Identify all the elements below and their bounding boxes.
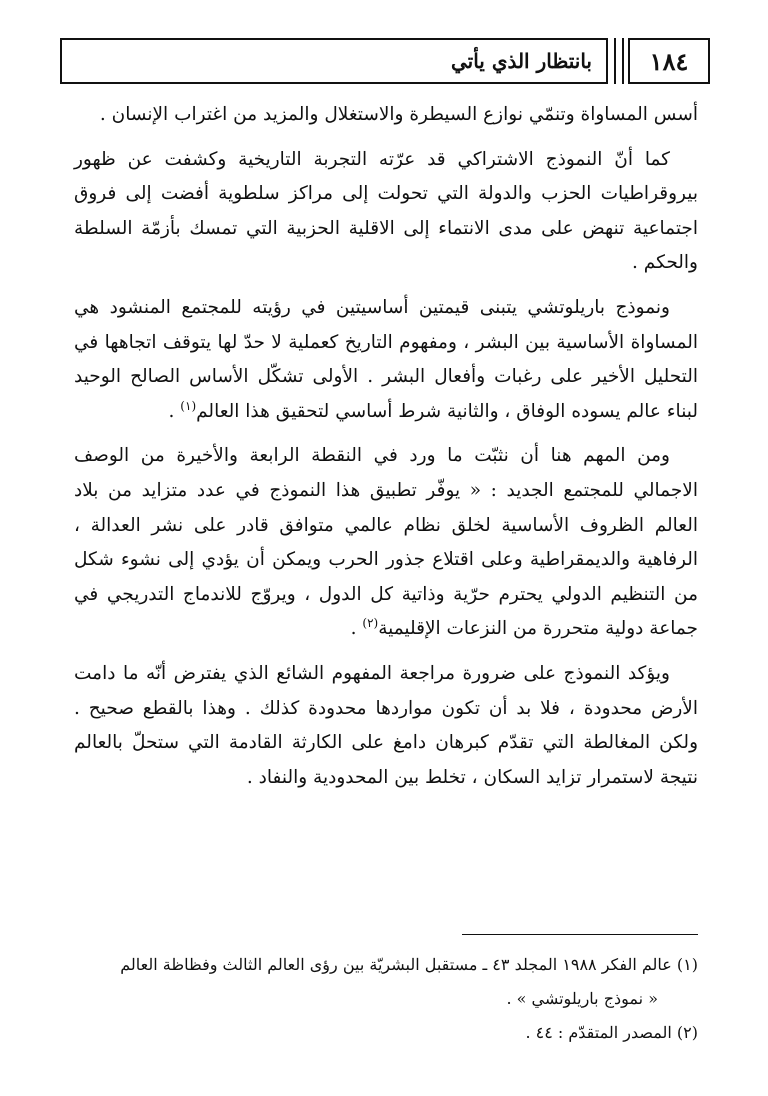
header-divider [622,38,624,84]
header-divider [614,38,616,84]
footnote-2: (٢) المصدر المتقدّم : ٤٤ . [525,1023,698,1042]
paragraph-text: ومن المهم هنا أن نثبّت ما ورد في النقطة الرابعة والأخيرة من الوصف الاجمالي للمجتمع الجديد : « يوفّر تطبيق هذا النموذج في عدد متزايد من بلاد العالم الظروف الأساسية لخلق نظام عالمي متوافق قادر على نشر العدالة ، الرفاهية والديمقراطية وعلى اقتلاع جذور الحرب ويمكن أن يؤدي إلى نشوء شكل من التنظيم الدولي يحترم حرّية وذاتية كل الدول ، ويروّج للاندماج التدريجي في جماعة دولية متحررة من النزعات الإقليمية [74,445,698,640]
footnote-ref[interactable]: (١) [180,398,197,413]
main-text [74,98,698,805]
paragraph [74,98,698,133]
footnote-ref[interactable]: (٢) [362,616,379,631]
paragraph-text: ونموذج باريلوتشي يتبنى قيمتين أساسيتين في رؤيته للمجتمع المنشود هي المساواة الأساسية بين البشر ، ومفهوم التاريخ كعملية لا حدّ لها يتوقف اتجاهها في التحليل الأخير على رغبات وأفعال البشر . الأولى تشكّل الأساس الصالح الوحيد لبناء عالم يسوده الوفاق ، والثانية شرط أساسي لتحقيق هذا العالم [74,296,698,422]
paragraph [74,143,698,281]
footnote-1: (١) عالم الفكر ١٩٨٨ المجلد ٤٣ ـ مستقبل البشريّة بين رؤى العالم الثالث وفظاظة العالم [120,955,698,974]
footnote-separator [462,934,698,935]
paragraph-tail: . [350,618,363,640]
paragraph [74,657,698,795]
paragraph-tail: . [168,400,181,422]
paragraph [74,291,698,429]
paragraph-text: أسس المساواة وتنمّي نوازع السيطرة والاستغلال والمزيد من اغتراب الإنسان . [99,104,698,125]
footnote-1-continued: « نموذج باريلوتشي » . [506,989,658,1008]
running-header [60,38,710,84]
running-title: بانتظار الذي يأتي [60,38,608,84]
footnotes [74,948,698,1050]
paragraph-text: كما أنّ النموذج الاشتراكي قد عرّته التجربة التاريخية وكشفت عن ظهور بيروقراطيات الحزب والدولة التي تحولت إلى مراكز سلطوية أفضت إلى فروق اجتماعية تنهض على مدى الانتماء إلى الاقلية الحزبية التي تمسك بأزمّة السلطة والحكم . [74,148,698,274]
paragraph-text: ويؤكد النموذج على ضرورة مراجعة المفهوم الشائع الذي يفترض أنّه ما دامت الأرض محدودة ، فلا بد أن تكون مواردها محدودة كذلك . وهذا بالقطع صحيح . ولكن المغالطة التي تقدّم كبرهان دامغ على الكارثة القادمة التي ستحلّ بالعالم نتيجة لاستمرار تزايد السكان ، تخلط بين المحدودية والنفاد . [74,662,698,788]
page-number: ١٨٤ [628,38,710,84]
paragraph [74,439,698,647]
